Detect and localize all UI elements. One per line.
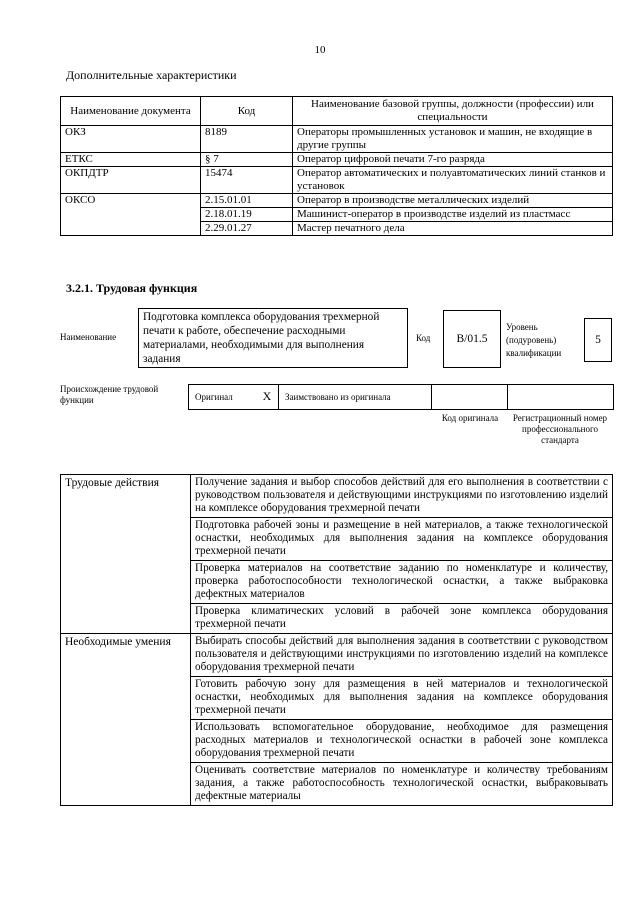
cell-name: Мастер печатного дела — [293, 222, 613, 236]
original-label: Оригинал — [195, 392, 233, 402]
skill-item: Использовать вспомогательное оборудование, необходимое для размещения расходных материалов и технологической оснастки в рабочей зоне комплекса оборудования трехмерной печати — [191, 720, 613, 763]
skill-item: Выбирать способы действий для выполнения задания в соответствии с руководством пользователя и действующими инструкциями по изготовлению изделий на комплексе оборудования трехмерной печати — [191, 634, 613, 677]
cell-doc: ОКПДТР — [61, 167, 201, 194]
additional-characteristics-table — [60, 96, 613, 236]
divider — [431, 385, 432, 409]
cell-code: 2.29.01.27 — [201, 222, 293, 236]
origin-label: Происхождение трудовой функции — [60, 384, 159, 405]
table-row — [61, 167, 613, 194]
name-label: Наименование — [60, 332, 117, 342]
action-item: Получение задания и выбор способов действий для его выполнения в соответствии с руководством пользователя и действующими инструкциями по изготовлению изделий на комплексе оборудования трехмерной печати — [191, 475, 613, 518]
skills-label: Необходимые умения — [61, 634, 191, 806]
function-heading: 3.2.1. Трудовая функция — [66, 281, 198, 295]
cell-code: 15474 — [201, 167, 293, 194]
level-label: Уровень (подуровень) квалификации — [506, 322, 562, 358]
skill-item: Готовить рабочую зону для размещения в ней материалов и технологической оснастки, необходимых для выполнения задания на комплексе оборудования трехмерной печати — [191, 677, 613, 720]
skill-item: Оценивать соответствие материалов по номенклатуре и количеству требованиям задания, а также работоспособность технологической оснастки, выбраковывать дефектные материалы — [191, 763, 613, 806]
action-item: Проверка материалов на соответствие заданию по номенклатуре и количеству, проверка работоспособности технологической оснастки, а также выбраковка дефектных материалов — [191, 561, 613, 604]
cell-doc: ОКСО — [61, 194, 201, 236]
header-doc-name: Наименование документа — [61, 97, 201, 126]
cell-name: Машинист-оператор в производстве изделий из пластмасс — [293, 208, 613, 222]
cell-doc: ЕТКС — [61, 153, 201, 167]
cell-doc: ОКЗ — [61, 126, 201, 153]
borrowed-label: Заимствовано из оригинала — [285, 392, 391, 402]
cell-name: Оператор в производстве металлических изделий — [293, 194, 613, 208]
page-number: 10 — [314, 44, 326, 56]
action-item: Проверка климатических условий в рабочей зоне комплекса оборудования трехмерной печати — [191, 604, 613, 634]
cell-code: § 7 — [201, 153, 293, 167]
reg-number-label: Регистрационный номер профессионального стандарта — [512, 413, 608, 445]
table-row — [61, 634, 613, 677]
action-item: Подготовка рабочей зоны и размещение в ней материалов, а также технологической оснастки, необходимых для выполнения задания на комплексе оборудования трехмерной печати — [191, 518, 613, 561]
code-label: Код — [416, 333, 431, 343]
table-row — [61, 475, 613, 518]
level-value: 5 — [584, 318, 612, 362]
cell-code: 2.18.01.19 — [201, 208, 293, 222]
divider — [507, 385, 508, 409]
function-code-value: B/01.5 — [443, 310, 501, 368]
original-mark: X — [262, 389, 272, 403]
cell-name: Оператор цифровой печати 7-го разряда — [293, 153, 613, 167]
cell-code: 8189 — [201, 126, 293, 153]
table-row — [61, 126, 613, 153]
table-row — [61, 153, 613, 167]
function-details-table — [60, 474, 613, 806]
divider — [278, 385, 279, 409]
header-base-group: Наименование базовой группы, должности (профессии) или специальности — [293, 97, 613, 126]
table-header-row — [61, 97, 613, 126]
cell-name: Операторы промышленных установок и машин, не входящие в другие группы — [293, 126, 613, 153]
additional-characteristics-title: Дополнительные характеристики — [66, 68, 237, 82]
cell-code: 2.15.01.01 — [201, 194, 293, 208]
origin-code-label: Код оригинала — [441, 413, 499, 423]
origin-row — [188, 384, 614, 410]
header-code: Код — [201, 97, 293, 126]
cell-name: Оператор автоматических и полуавтоматических линий станков и установок — [293, 167, 613, 194]
function-name-value: Подготовка комплекса оборудования трехмерной печати к работе, обеспечение расходными материалами, необходимыми для выполнения задания — [138, 308, 408, 368]
actions-label: Трудовые действия — [61, 475, 191, 634]
table-row — [61, 194, 613, 208]
